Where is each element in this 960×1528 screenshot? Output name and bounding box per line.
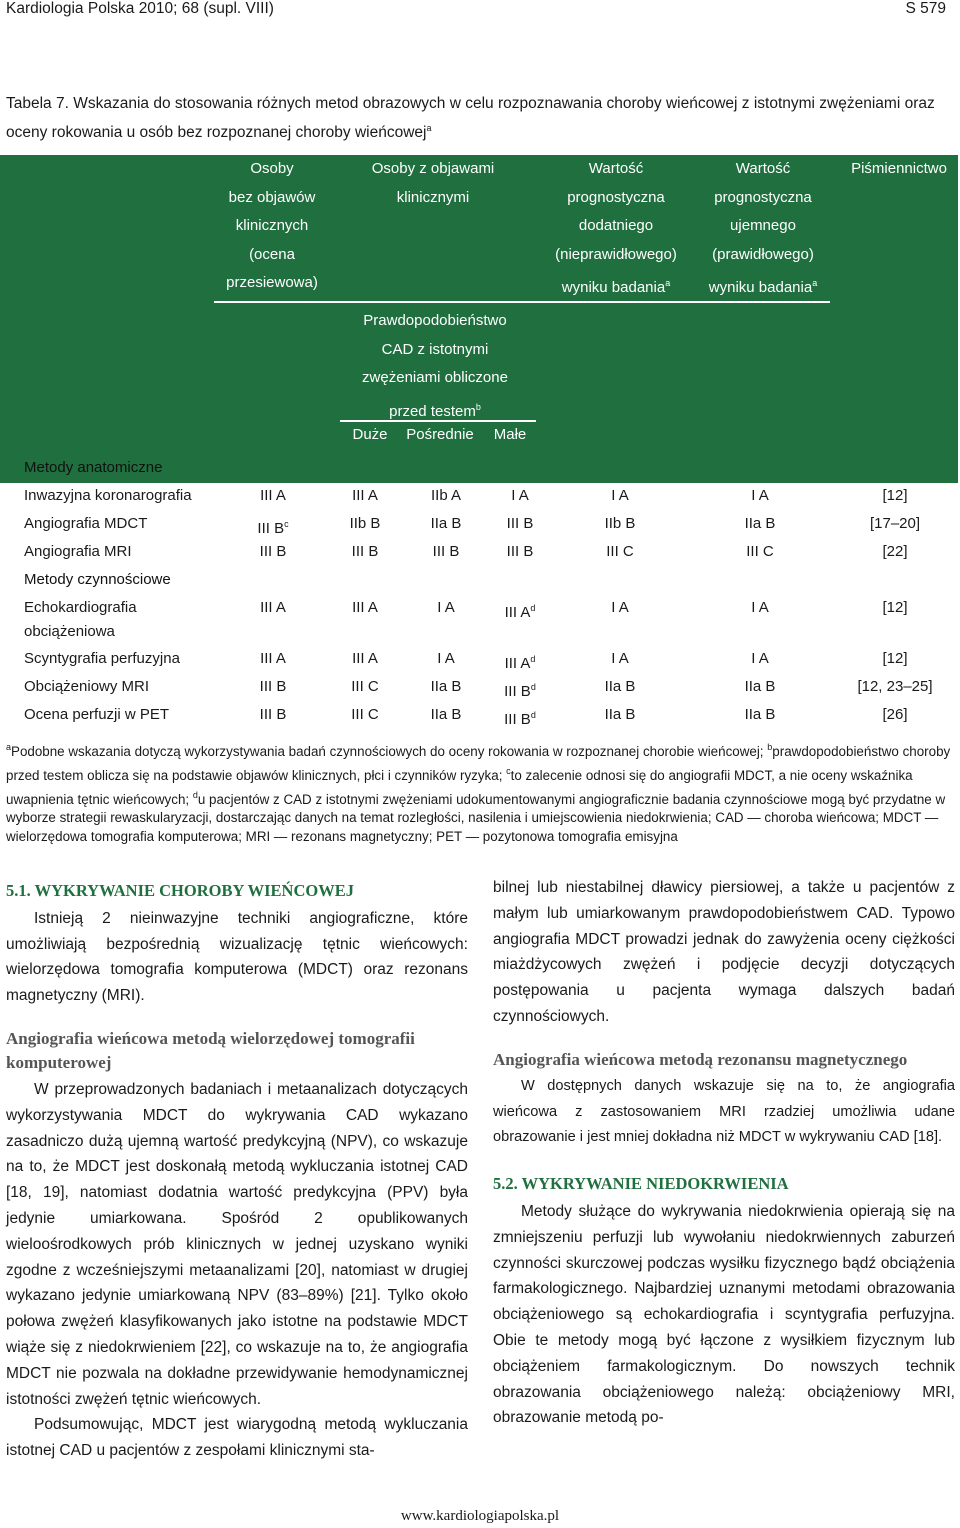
col-symptomatic-line: klinicznymi: [396, 188, 470, 206]
row-label-cont: obciążeniowa: [24, 623, 115, 640]
cell: I A: [751, 650, 769, 667]
table-row: [0, 541, 958, 569]
section-anatomic: Metody anatomiczne: [24, 459, 163, 476]
cell: I A: [611, 487, 629, 504]
pretest-intermediate: Pośrednie: [406, 426, 474, 443]
paragraph: bilnej lub niestabilnej dławicy piersiowej, a także u pacjentów z małym lub umiarkowanym prawdopodobieństwem CAD. Typowo angiografia MDCT prowadzi jednak do zawyżenia oceny ciężkości miażdżycowych zwężeń i podjęcie decyzji dotyczących postępowania u pacjenta wymaga dalszych badań czynnościowych.: [493, 879, 955, 1025]
cell: IIb A: [430, 487, 462, 504]
cell: I A: [751, 487, 769, 504]
col-npv-line: (prawidłowego): [712, 245, 814, 263]
paragraph: W dostępnych danych wskazuje się na to, że angiografia wieńcowa z zastosowaniem MRI rzadziej umożliwia udane obrazowanie i jest mniej dokładna niż MDCT w wykrywaniu CAD [18].: [493, 1077, 955, 1146]
cell-sup: c: [284, 519, 289, 529]
cell-with-sup: [470, 704, 570, 731]
cell: III C: [351, 678, 379, 695]
col-npv-line: Wartość: [735, 160, 791, 177]
section-heading: 5.1. WYKRYWANIE CHOROBY WIEŃCOWEJ: [6, 881, 354, 900]
col-ppv-line: dodatniego: [578, 217, 654, 235]
cell: III A: [260, 650, 286, 667]
cell: III C: [351, 706, 379, 723]
section-heading: 5.2. WYKRYWANIE NIEDOKRWIENIA: [493, 1174, 789, 1194]
row-label: Scyntygrafia perfuzyjna: [24, 650, 180, 667]
table-row: [0, 704, 958, 732]
col-asymptomatic-line: klinicznych: [235, 217, 309, 235]
cell-ref: [17–20]: [869, 515, 921, 532]
right-column: [493, 875, 955, 1431]
cell-ref: [12]: [882, 650, 908, 667]
col-ppv-sup: a: [665, 278, 671, 289]
cell: III B: [506, 543, 534, 560]
cell: IIa B: [744, 515, 776, 532]
col-symptomatic: [350, 155, 516, 212]
col-refs-line: Piśmiennictwo: [851, 160, 947, 177]
pretest-high: Duże: [352, 426, 388, 443]
footnote-sup: b: [767, 742, 773, 752]
cell-sup: d: [530, 710, 536, 720]
cell: IIa B: [604, 706, 636, 723]
paragraph: Podsumowując, MDCT jest wiarygodną metodą wykluczania istotnej CAD u pacjentów z zespołami klinicznymi sta-: [6, 1416, 468, 1460]
col-ppv-line-text: wyniku badania: [561, 279, 666, 297]
col-refs: [838, 155, 960, 184]
subheading: Angiografia wieńcowa metodą rezonansu magnetycznego: [493, 1049, 908, 1069]
cell: III C: [746, 543, 774, 560]
col-npv-line: prognostyczna: [714, 188, 812, 206]
table-caption-label: Tabela 7.: [6, 95, 69, 112]
col-npv-line: [694, 269, 832, 303]
cell: I A: [437, 599, 455, 616]
cell: IIa B: [430, 678, 462, 695]
cell: III A: [352, 487, 378, 504]
cell: IIb B: [349, 515, 381, 532]
table-row: [0, 513, 958, 541]
cell-ref: [12]: [882, 599, 908, 616]
journal-header: Kardiologia Polska 2010; 68 (supl. VIII): [6, 0, 274, 17]
cell: I A: [611, 599, 629, 616]
col-asymptomatic-line: bez objawów: [228, 188, 316, 206]
header-rule: [214, 301, 830, 303]
footnote-a: Podobne wskazania dotyczą wykorzystywania badań czynnościowych do oceny rokowania w rozpoznanej chorobie wieńcowej;: [11, 744, 764, 759]
cell: III C: [606, 543, 634, 560]
col-asymptomatic-line: Osoby: [250, 160, 294, 177]
footnote-sup: c: [506, 765, 511, 776]
cell-sup: d: [530, 654, 536, 664]
cell: IIa B: [744, 678, 776, 695]
cell: III B: [257, 520, 285, 537]
col-ppv-line: prognostyczna: [567, 188, 665, 206]
col-asymptomatic-line: przesiewowa): [226, 274, 318, 292]
cell: IIa B: [430, 706, 462, 723]
row-label: Echokardiografia: [24, 599, 137, 616]
row-label: Inwazyjna koronarografia: [24, 487, 192, 504]
table-footnote: [6, 738, 952, 847]
col-ppv-line: (nieprawidłowego): [555, 245, 677, 263]
cell: I A: [437, 650, 455, 667]
cell-sup: d: [530, 603, 536, 613]
cell: III B: [504, 711, 531, 728]
col-ppv-line: [538, 269, 694, 303]
col-npv-line: ujemnego: [730, 217, 796, 235]
table-row: [0, 597, 958, 645]
pretest-low: Małe: [493, 426, 527, 443]
cell-with-sup: [470, 676, 570, 703]
paragraph: W przeprowadzonych badaniach i metaanalizach dotyczących wykorzystywania MDCT do wykrywania CAD wykazano zasadniczo dużą ujemną wartość predykcyjną (NPV), co wskazuje na to, że MDCT jest doskonałą metodą wykluczania istotnej CAD [18, 19], natomiast dodatnia wartość predykcyjna (PPV) była jedynie umiarkowana. Spośród 2 opublikowanych wieloośrodkowych prób klinicznych w jednej uzyskano wyniki zgodne z wcześniejszymi metaanalizami [20], natomiast w drugiej wykazano jedynie umiarkowaną NPV (83–89%) [21]. Tylko około połowa zwężeń klasyfikowanych jako istotne na podstawie MDCT wiąże się z niedokrwieniem [22], co wskazuje na to, że angiografia MDCT nie pozwala na dokładne przewidywanie hemodynamicznej istotności zwężeń tętnic wieńcowych.: [6, 1080, 468, 1408]
col-ppv: [538, 155, 694, 303]
col-symptomatic-line: Osoby z objawami: [371, 160, 495, 177]
footnote-sup: a: [6, 742, 12, 752]
table-row: [0, 676, 958, 704]
cell: III B: [259, 678, 287, 695]
footnote-b: prawdopodobieństwo choroby przed testem oblicza się na podstawie objawów klinicznych, płci i czynników ryzyka;: [6, 744, 951, 783]
col-pretest: [330, 307, 540, 426]
table-caption-sup: a: [426, 123, 432, 133]
cell-with-sup: [470, 597, 570, 624]
col-npv-line-text: wyniku badania: [708, 279, 813, 297]
cell: I A: [751, 599, 769, 616]
col-pretest-line-text: przed testem: [389, 402, 476, 420]
col-asymptomatic: [210, 155, 334, 298]
col-pretest-line: zwężeniami obliczone: [362, 369, 508, 387]
cell-ref: [12, 23–25]: [857, 678, 933, 695]
row-label: Obciążeniowy MRI: [24, 678, 150, 695]
col-npv: [694, 155, 832, 303]
subheading: Angiografia wieńcowa metodą wielorzędowej tomografii komputerowej: [6, 1028, 415, 1072]
cell: III A: [260, 599, 286, 616]
cell-with-sup: [230, 513, 316, 540]
cell: III B: [259, 543, 287, 560]
paragraph: Istnieją 2 nieinwazyjne techniki angiograficzne, które umożliwiają bezpośrednią wizualizację tętnic wieńcowych: wielorzędowa tomografia komputerowa (MDCT) oraz rezonans magnetyczny (MRI).: [6, 909, 468, 1005]
cell: III A: [504, 655, 531, 672]
col-asymptomatic-line: (ocena: [249, 245, 295, 263]
cell: IIa B: [744, 706, 776, 723]
col-pretest-sup: b: [475, 401, 481, 412]
table-row: [0, 485, 958, 513]
cell: III B: [351, 543, 379, 560]
row-label: Angiografia MRI: [24, 543, 132, 560]
cell: I A: [511, 487, 529, 504]
cell: III A: [352, 599, 378, 616]
page-number: S 579: [905, 0, 946, 17]
col-npv-sup: a: [812, 278, 818, 289]
cell: IIa B: [430, 515, 462, 532]
cell: III A: [352, 650, 378, 667]
cell: III B: [506, 515, 534, 532]
footnote-d: u pacjentów z CAD z istotnymi zwężeniami udokumentowanymi angiograficznie badania czynnościowe mogą być przydatne w wyborze strategii rewaskularyzacji, dostarczając danych na temat rozległości, nasilenia i umiejscowienia niedokrwienia; CAD — choroba wieńcowa; MDCT — wielorzędowa tomografia komputerowa; MRI — rezonans magnetyczny; PET — pozytonowa tomografia emisyjna: [6, 791, 946, 845]
cell-ref: [26]: [882, 706, 908, 723]
paragraph: Metody służące do wykrywania niedokrwienia opierają się na zmniejszeniu perfuzji lub wywołaniu niedokrwiennych zaburzeń czynności skurczowej podczas wysiłku fizycznego bądź obciążenia farmakologicznego. Najbardziej uznanymi metodami obrazowania obciążeniowego są echokardiografia i scyntygrafia perfuzyjna. Obie te metody mogą być łączone z wysiłkiem fizycznym lub obciążeniem farmakologicznym. Do nowszych technik obrazowania obciążeniowego należą: obciążeniowy MRI, obrazowanie metodą po-: [493, 1202, 955, 1427]
col-pretest-line: CAD z istotnymi: [381, 340, 489, 358]
cell: III A: [260, 487, 286, 504]
section-functional: Metody czynnościowe: [24, 571, 171, 588]
cell: IIb B: [604, 515, 636, 532]
left-column: [6, 878, 468, 1464]
cell: III A: [504, 604, 531, 621]
row-label: Ocena perfuzji w PET: [24, 706, 170, 723]
col-pretest-line: Prawdopodobieństwo: [363, 312, 507, 329]
footnote-sup: d: [192, 789, 198, 800]
cell: III B: [504, 683, 531, 700]
col-ppv-line: Wartość: [588, 160, 644, 177]
site-url[interactable]: www.kardiologiapolska.pl: [400, 1508, 560, 1524]
table-caption-text: Wskazania do stosowania różnych metod obrazowych w celu rozpoznawania choroby wieńcowej z istotnymi zwężeniami oraz oceny rokowania u osób bez rozpoznanej choroby wieńcowej: [6, 95, 935, 141]
cell: I A: [611, 650, 629, 667]
row-label: Angiografia MDCT: [24, 515, 148, 532]
footnote-c: to zalecenie odnosi się do angiografii MDCT, a nie oceny wskaźnika uwapnienia tętnic wieńcowych;: [6, 767, 913, 807]
table-row: [0, 648, 958, 676]
cell: III B: [432, 543, 460, 560]
cell: III B: [259, 706, 287, 723]
cell-ref: [22]: [882, 543, 908, 560]
cell: IIa B: [604, 678, 636, 695]
table-header: [0, 155, 958, 483]
cell-ref: [12]: [882, 487, 908, 504]
table-caption: [6, 92, 956, 145]
cell-with-sup: [470, 648, 570, 675]
cell-sup: d: [530, 682, 536, 692]
